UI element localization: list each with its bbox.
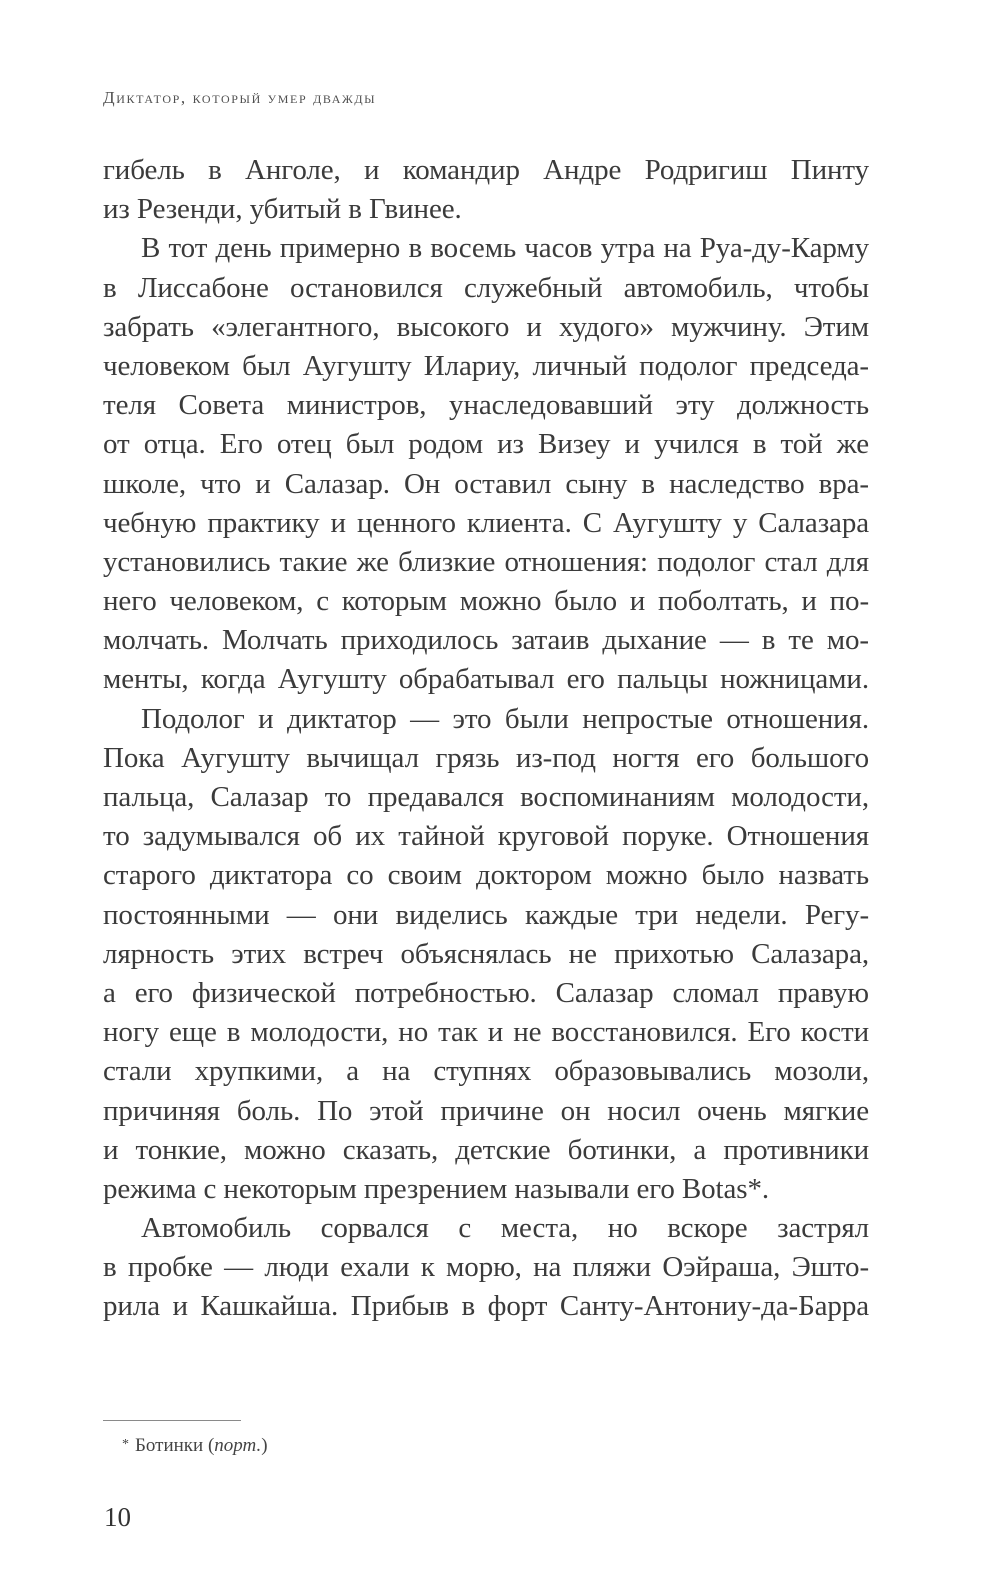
text-line: забрать «элегантного, высокого и худого» мужчину. Этим: [103, 310, 869, 343]
footnote-marker: *: [122, 1437, 129, 1452]
text-line: а его физической потребностью. Салазар сломал правую: [103, 976, 869, 1009]
text-line: менты, когда Аугушту обрабатывал его пальцы ножницами.: [103, 663, 869, 696]
text-line: гибель в Анголе, и командир Андре Родригиш Пинту: [103, 154, 869, 186]
text-line: и тонкие, можно сказать, детские ботинки, а противники: [103, 1133, 869, 1166]
body-text: [103, 151, 869, 1327]
text-line: постоянными — они виделись каждые три недели. Регу-: [103, 898, 869, 931]
text-line: причиняя боль. По этой причине он носил очень мягкие: [103, 1094, 869, 1127]
text-line: Автомобиль сорвался с места, но вскоре застрял: [141, 1212, 869, 1245]
footnote-language-note: порт.: [214, 1435, 262, 1456]
text-line: старого диктатора со своим доктором можно было назвать: [103, 859, 869, 892]
text-line: в Лиссабоне остановился служебный автомобиль, чтобы: [103, 271, 869, 304]
text-line: молчать. Молчать приходилось затаив дыхание — в те мо-: [103, 624, 869, 657]
text-line: него человеком, с которым можно было и поболтать, и по-: [103, 585, 869, 618]
text-line: рила и Кашкайша. Прибыв в форт Санту-Антониу-да-Барра: [103, 1290, 869, 1323]
running-head: Диктатор, который умер дважды: [103, 88, 377, 107]
text-line: человеком был Аугушту Илариу, личный подолог председа-: [103, 349, 869, 382]
text-line: теля Совета министров, унаследовавший эту должность: [103, 389, 869, 422]
text-line: В тот день примерно в восемь часов утра на Руа-ду-Карму: [141, 232, 869, 265]
footnote-text: Ботинки: [135, 1435, 204, 1456]
text-line: школе, что и Салазар. Он оставил сыну в наследство вра-: [103, 467, 869, 500]
footnote: [122, 1435, 268, 1457]
text-line: в пробке — люди ехали к морю, на пляжи Оэйраша, Эшто-: [103, 1251, 869, 1284]
footnote-divider: [103, 1420, 241, 1421]
text-line: пальца, Салазар то предавался воспоминаниям молодости,: [103, 781, 869, 813]
text-line: то задумывался об их тайной круговой поруке. Отношения: [103, 820, 869, 853]
text-line: стали хрупкими, а на ступнях образовывались мозоли,: [103, 1055, 869, 1088]
text-line: установились такие же близкие отношения: подолог стал для: [103, 545, 869, 578]
text-line: от отца. Его отец был родом из Визеу и учился в той же: [103, 428, 869, 461]
footnote-paren-close: ): [261, 1435, 268, 1456]
text-line: чебную практику и ценного клиента. С Аугушту у Салазара: [103, 506, 869, 539]
text-line: режима с некоторым презрением называли его Botas*.: [103, 1172, 770, 1205]
text-line: Пока Аугушту вычищал грязь из-под ногтя его большого: [103, 741, 869, 774]
footnote-paren-open: (: [207, 1435, 215, 1456]
text-line: Подолог и диктатор — это были непростые отношения.: [141, 702, 869, 735]
page-number: 10: [104, 1502, 131, 1532]
text-line: ногу еще в молодости, но так и не восстановился. Его кости: [103, 1016, 869, 1049]
text-line: лярность этих встреч объяснялась не прихотью Салазара,: [103, 937, 869, 970]
text-line: из Резенди, убитый в Гвинее.: [103, 193, 462, 226]
